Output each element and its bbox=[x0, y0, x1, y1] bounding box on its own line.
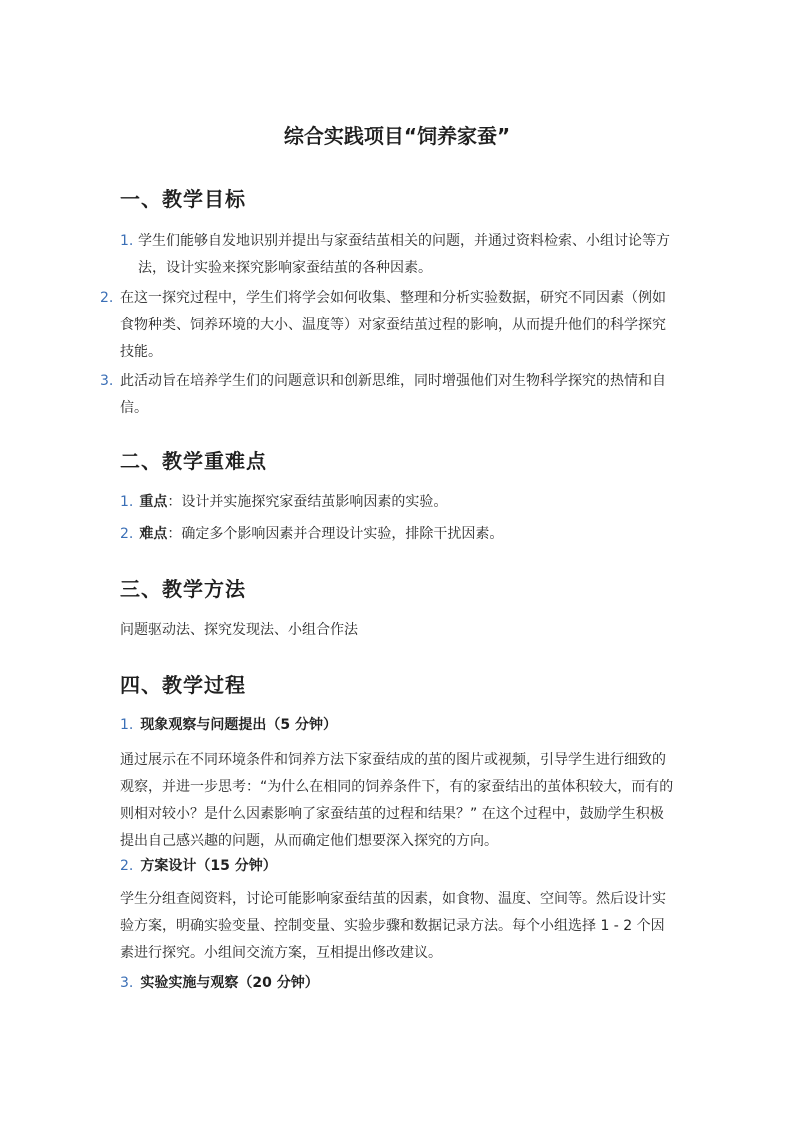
list-number: 1. bbox=[120, 233, 134, 249]
step-title-text: 方案设计（15 分钟） bbox=[140, 858, 277, 874]
teaching-methods-text: 问题驱动法、探究发现法、小组合作法 bbox=[120, 622, 358, 638]
step-number: 2. bbox=[120, 858, 134, 874]
separator: ： bbox=[167, 526, 182, 542]
list-item-text: 此活动旨在培养学生们的问题意识和创新思维，同时增强他们对生物科学探究的热情和自信。 bbox=[120, 373, 666, 416]
list-number: 1. bbox=[120, 494, 134, 510]
list-item bbox=[100, 285, 675, 366]
document-title: 综合实践项目“饲养家蚕” bbox=[283, 124, 511, 148]
list-item bbox=[120, 489, 675, 516]
list-number: 3. bbox=[100, 373, 114, 389]
step-title bbox=[120, 970, 319, 997]
list-item-text: 在这一探究过程中，学生们将学会如何收集、整理和分析实验数据，研究不同因素（例如食物种类、饲养环境的大小、温度等）对家蚕结茧过程的影响，从而提升他们的科学探究技能。 bbox=[120, 290, 666, 360]
key-point-label: 重点 bbox=[139, 494, 168, 510]
difficult-point-text: 确定多个影响因素并合理设计实验，排除干扰因素。 bbox=[181, 526, 504, 542]
list-number: 2. bbox=[120, 526, 134, 542]
step-number: 3. bbox=[120, 975, 134, 991]
step-title-text: 实验实施与观察（20 分钟） bbox=[140, 975, 319, 991]
heading-key-difficult-points: 二、教学重难点 bbox=[120, 449, 267, 473]
step-title bbox=[120, 853, 277, 880]
list-item bbox=[120, 228, 675, 282]
heading-teaching-methods: 三、教学方法 bbox=[120, 577, 246, 601]
list-item-text: 学生们能够自发地识别并提出与家蚕结茧相关的问题，并通过资料检索、小组讨论等方法，设计实验来探究影响家蚕结茧的各种因素。 bbox=[138, 233, 670, 276]
step-description: 通过展示在不同环境条件和饲养方法下家蚕结成的茧的图片或视频，引导学生进行细致的观察，并进一步思考：“为什么在相同的饲养条件下，有的家蚕结出的茧体积较大，而有的则相对较小？是什么因素影响了家蚕结茧的过程和结果？” 在这个过程中，鼓励学生积极提出自己感兴趣的问题，从而确定他们想要深入探究的方向。 bbox=[120, 752, 674, 849]
difficult-point-label: 难点 bbox=[139, 526, 168, 542]
separator: ： bbox=[167, 494, 182, 510]
step-number: 1. bbox=[120, 717, 134, 733]
list-item bbox=[120, 521, 675, 548]
step-description: 学生分组查阅资料，讨论可能影响家蚕结茧的因素，如食物、温度、空间等。然后设计实验方案，明确实验变量、控制变量、实验步骤和数据记录方法。每个小组选择 1 - 2 个因素进行探究。小组间交流方案，互相提出修改建议。 bbox=[120, 891, 666, 961]
heading-teaching-goals: 一、教学目标 bbox=[120, 187, 246, 211]
list-number: 2. bbox=[100, 290, 114, 306]
heading-teaching-process: 四、教学过程 bbox=[120, 673, 246, 697]
step-title bbox=[120, 712, 337, 739]
key-point-text: 设计并实施探究家蚕结茧影响因素的实验。 bbox=[181, 494, 448, 510]
list-item bbox=[100, 368, 675, 422]
step-title-text: 现象观察与问题提出（5 分钟） bbox=[140, 717, 337, 733]
